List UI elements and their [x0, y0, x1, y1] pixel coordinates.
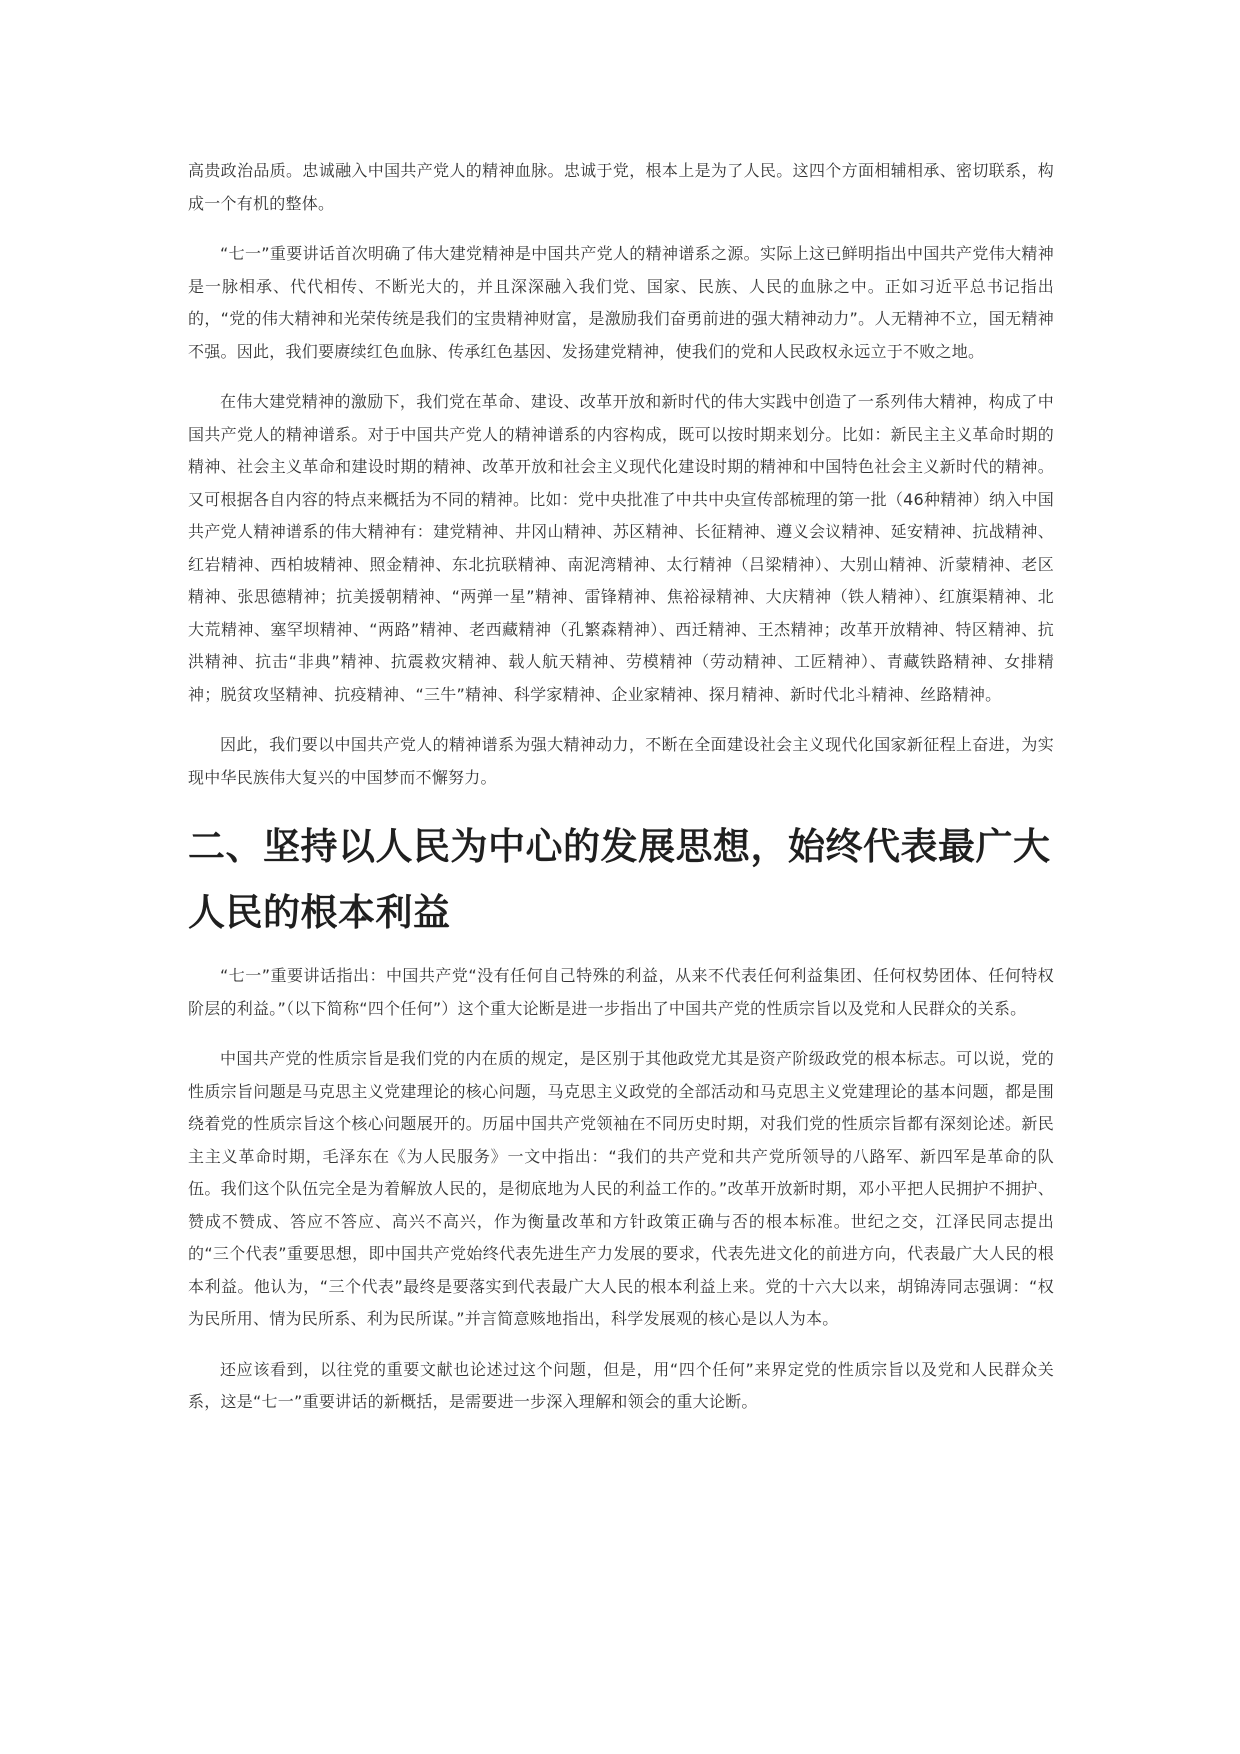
paragraph-continuation: 高贵政治品质。忠诚融入中国共产党人的精神血脉。忠诚于党，根本上是为了人民。这四个方面相辅相承、密切联系，构成一个有机的整体。 [188, 161, 1054, 213]
paragraph-spirit-genealogy-source: “七一”重要讲话首次明确了伟大建党精神是中国共产党人的精神谱系之源。实际上这已鲜明指出中国共产党伟大精神是一脉相承、代代相传、不断光大的，并且深深融入我们党、国家、民族、人民的血脉之中。正如习近平总书记指出的，“党的伟大精神和光荣传统是我们的宝贵精神财富，是激励我们奋勇前进的强大精神动力”。人无精神不立，国无精神不强。因此，我们要赓续红色血脉、传承红色基因、发扬建党精神，使我们的党和人民政权永远立于不败之地。 [188, 244, 1054, 361]
paragraph-new-summary: 还应该看到，以往党的重要文献也论述过这个问题，但是，用“四个任何”来界定党的性质宗旨以及党和人民群众关系，这是“七一”重要讲话的新概括，是需要进一步深入理解和领会的重大论断。 [188, 1359, 1054, 1411]
paragraph-spirit-list: 在伟大建党精神的激励下，我们党在革命、建设、改革开放和新时代的伟大实践中创造了一系列伟大精神，构成了中国共产党人的精神谱系。对于中国共产党人的精神谱系的内容构成，既可以按时期来划分。比如：新民主主义革命时期的精神、社会主义革命和建设时期的精神、改革开放和社会主义现代化建设时期的精神和中国特色社会主义新时代的精神。又可根据各自内容的特点来概括为不同的精神。比如：党中央批准了中共中央宣传部梳理的第一批（46种精神）纳入中国共产党人精神谱系的伟大精神有：建党精神、井冈山精神、苏区精神、长征精神、遵义会议精神、延安精神、抗战精神、红岩精神、西柏坡精神、照金精神、东北抗联精神、南泥湾精神、太行精神（吕梁精神）、大别山精神、沂蒙精神、老区精神、张思德精神；抗美援朝精神、“两弹一星”精神、雷锋精神、焦裕禄精神、大庆精神（铁人精神）、红旗渠精神、北大荒精神、塞罕坝精神、“两路”精神、老西藏精神（孔繁森精神）、西迁精神、王杰精神；改革开放精神、特区精神、抗洪精神、抗击“非典”精神、抗震救灾精神、载人航天精神、劳模精神（劳动精神、工匠精神）、青藏铁路精神、女排精神；脱贫攻坚精神、抗疫精神、“三牛”精神、科学家精神、企业家精神、探月精神、新时代北斗精神、丝路精神。 [188, 392, 1054, 704]
paragraph-four-any: “七一”重要讲话指出：中国共产党“没有任何自己特殊的利益，从来不代表任何利益集团、任何权势团体、任何特权阶层的利益。”（以下简称“四个任何”）这个重大论断是进一步指出了中国共产党的性质宗旨以及党和人民群众的关系。 [188, 966, 1054, 1018]
document-page [188, 150, 1054, 1437]
paragraph-conclusion: 因此，我们要以中国共产党人的精神谱系为强大精神动力，不断在全面建设社会主义现代化国家新征程上奋进，为实现中华民族伟大复兴的中国梦而不懈努力。 [188, 735, 1054, 787]
section-heading: 二、坚持以人民为中心的发展思想，始终代表最广大人民的根本利益 [188, 825, 1051, 934]
paragraph-party-nature: 中国共产党的性质宗旨是我们党的内在质的规定，是区别于其他政党尤其是资产阶级政党的根本标志。可以说，党的性质宗旨问题是马克思主义党建理论的核心问题，马克思主义政党的全部活动和马克思主义党建理论的基本问题，都是围绕着党的性质宗旨这个核心问题展开的。历届中国共产党领袖在不同历史时期，对我们党的性质宗旨都有深刻论述。新民主主义革命时期，毛泽东在《为人民服务》一文中指出：“我们的共产党和共产党所领导的八路军、新四军是革命的队伍。我们这个队伍完全是为着解放人民的，是彻底地为人民的利益工作的。”改革开放新时期，邓小平把人民拥护不拥护、赞成不赞成、答应不答应、高兴不高兴，作为衡量改革和方针政策正确与否的根本标准。世纪之交，江泽民同志提出的“三个代表”重要思想，即中国共产党始终代表先进生产力发展的要求，代表先进文化的前进方向，代表最广大人民的根本利益。他认为，“三个代表”最终是要落实到代表最广大人民的根本利益上来。党的十六大以来，胡锦涛同志强调：“权为民所用、情为民所系、利为民所谋。”并言简意赅地指出，科学发展观的核心是以人为本。 [188, 1049, 1054, 1328]
